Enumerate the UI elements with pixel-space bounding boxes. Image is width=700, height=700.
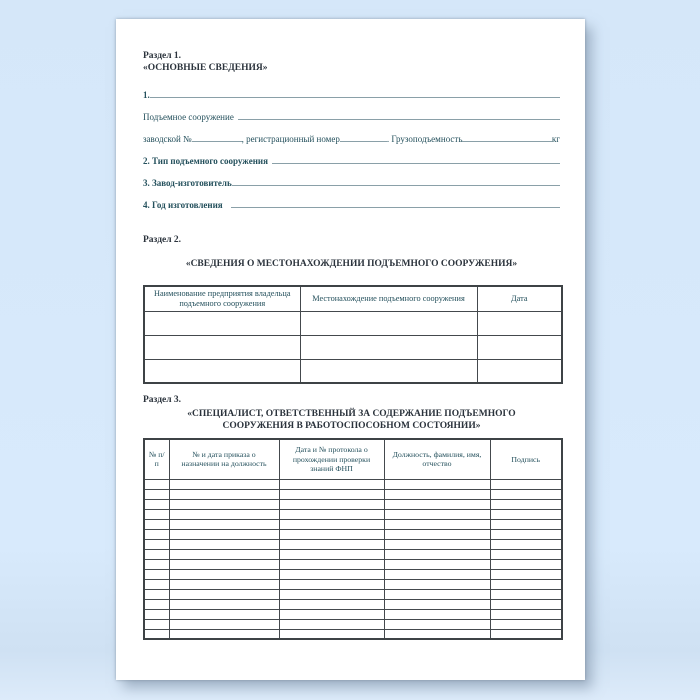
empty-cell [144,569,169,579]
location-table-body [144,311,562,383]
col-appointment-order: № и дата приказа о назначении на должность [169,439,279,479]
section-2-title: «СВЕДЕНИЯ О МЕСТОНАХОЖДЕНИИ ПОДЪЕМНОГО СООРУЖЕНИЯ» [185,259,518,269]
empty-cell [279,619,384,629]
empty-cell [384,629,490,639]
empty-cell [144,539,169,549]
empty-cell [477,311,562,335]
field-line-manufacturer [143,177,560,189]
empty-cell [144,519,169,529]
blank-line [192,141,242,142]
factory-no-label: заводской № [143,134,192,144]
empty-cell [490,569,562,579]
table-empty-row [144,559,562,569]
table-empty-row [144,509,562,519]
col-date: Дата [477,286,562,311]
section-1-title: «ОСНОВНЫЕ СВЕДЕНИЯ» [143,63,268,73]
table-empty-row [144,589,562,599]
empty-cell [384,619,490,629]
specialist-table-header [144,439,562,479]
empty-cell [490,529,562,539]
table-empty-row [144,529,562,539]
empty-cell [169,589,279,599]
empty-cell [490,599,562,609]
empty-cell [384,519,490,529]
empty-cell [279,569,384,579]
empty-cell [144,509,169,519]
empty-cell [490,549,562,559]
empty-cell [490,499,562,509]
blank-line [231,207,560,208]
empty-cell [384,529,490,539]
table-empty-row [144,359,562,383]
empty-cell [144,589,169,599]
blank-line [340,141,387,142]
empty-cell [169,499,279,509]
empty-cell [169,509,279,519]
empty-cell [144,479,169,489]
empty-cell [169,609,279,619]
capacity-label: . Грузоподъемность [386,134,463,144]
empty-cell [144,619,169,629]
blank-line [150,97,560,98]
empty-cell [144,489,169,499]
section-1 [143,50,560,211]
empty-cell [144,609,169,619]
col-owner-name: Наименование предприятия владельца подъемного сооружения [144,286,300,311]
empty-cell [169,619,279,629]
empty-cell [144,499,169,509]
empty-cell [144,629,169,639]
field-line-year [143,199,560,211]
unit-label: кг [551,134,560,144]
empty-cell [279,629,384,639]
table-empty-row [144,519,562,529]
empty-cell [169,519,279,529]
col-signature: Подпись [490,439,562,479]
specialist-table-body [144,479,562,639]
page-content [143,50,560,640]
empty-cell [490,479,562,489]
empty-cell [490,619,562,629]
table-empty-row [144,609,562,619]
table-empty-row [144,619,562,629]
empty-cell [279,579,384,589]
table-empty-row [144,569,562,579]
location-table [143,285,563,384]
blank-line [272,163,560,164]
section-3-title: «СПЕЦИАЛИСТ, ОТВЕТСТВЕННЫЙ ЗА СОДЕРЖАНИЕ ПОДЪЕМНОГО СООРУЖЕНИЯ В РАБОТОСПОСОБНОМ СОСТОЯНИИ» [187,409,516,431]
item-1-number: 1. [143,90,150,100]
col-protocol: Дата и № протокола о прохождении проверки знаний ФНП [279,439,384,479]
empty-cell [169,529,279,539]
empty-cell [169,539,279,549]
table-empty-row [144,599,562,609]
field-line-1 [143,89,560,101]
document-page [116,19,585,680]
empty-cell [490,489,562,499]
empty-cell [384,609,490,619]
empty-cell [279,539,384,549]
empty-cell [169,549,279,559]
field-line-numbers [143,133,560,145]
col-row-number: № п/п [144,439,169,479]
table-empty-row [144,549,562,559]
blank-line [462,141,551,142]
empty-cell [384,579,490,589]
empty-cell [384,589,490,599]
empty-cell [384,569,490,579]
section-2-heading: Раздел 2. [143,235,182,245]
empty-cell [384,599,490,609]
item-4-label: 4. Год изготовления [143,200,223,210]
empty-cell [169,559,279,569]
empty-cell [384,499,490,509]
empty-cell [490,589,562,599]
table-empty-row [144,579,562,589]
table-empty-row [144,629,562,639]
specialist-table [143,438,563,640]
empty-cell [279,489,384,499]
col-position-name: Должность, фамилия, имя, отчество [384,439,490,479]
section-2 [143,234,560,384]
empty-cell [144,335,300,359]
table-empty-row [144,539,562,549]
equipment-label: Подъемное сооружение [143,112,234,122]
empty-cell [279,519,384,529]
empty-cell [169,599,279,609]
empty-cell [384,489,490,499]
empty-cell [477,335,562,359]
empty-cell [490,609,562,619]
section-1-heading: Раздел 1. [143,51,182,61]
empty-cell [477,359,562,383]
empty-cell [384,509,490,519]
empty-cell [144,579,169,589]
empty-cell [490,519,562,529]
empty-cell [279,509,384,519]
field-line-type [143,155,560,167]
empty-cell [279,609,384,619]
empty-cell [279,559,384,569]
empty-cell [169,569,279,579]
empty-cell [144,359,300,383]
item-3-label: 3. Завод-изготовитель [143,178,232,188]
empty-cell [490,539,562,549]
blank-line [238,119,560,120]
empty-cell [144,599,169,609]
empty-cell [279,499,384,509]
table-empty-row [144,479,562,489]
empty-cell [384,479,490,489]
empty-cell [490,629,562,639]
header-row [144,439,562,479]
section-3 [143,394,560,640]
empty-cell [169,629,279,639]
empty-cell [144,311,300,335]
empty-cell [169,489,279,499]
empty-cell [279,529,384,539]
table-empty-row [144,335,562,359]
location-table-header [144,286,562,311]
empty-cell [384,549,490,559]
field-line-equipment [143,111,560,123]
empty-cell [169,579,279,589]
empty-cell [490,559,562,569]
col-location: Местонахождение подъемного сооружения [300,286,477,311]
empty-cell [300,335,477,359]
table-empty-row [144,499,562,509]
empty-cell [300,359,477,383]
empty-cell [490,509,562,519]
table-empty-row [144,311,562,335]
empty-cell [384,559,490,569]
table-empty-row [144,489,562,499]
empty-cell [144,529,169,539]
section-3-heading: Раздел 3. [143,395,182,405]
empty-cell [144,559,169,569]
empty-cell [300,311,477,335]
reg-no-label: , регистрационный номер [241,134,340,144]
empty-cell [490,579,562,589]
blank-line [232,185,560,186]
empty-cell [384,539,490,549]
empty-cell [279,549,384,559]
empty-cell [279,589,384,599]
empty-cell [279,479,384,489]
empty-cell [279,599,384,609]
empty-cell [144,549,169,559]
item-2-label: 2. Тип подъемного сооружения [143,156,268,166]
header-row [144,286,562,311]
empty-cell [169,479,279,489]
